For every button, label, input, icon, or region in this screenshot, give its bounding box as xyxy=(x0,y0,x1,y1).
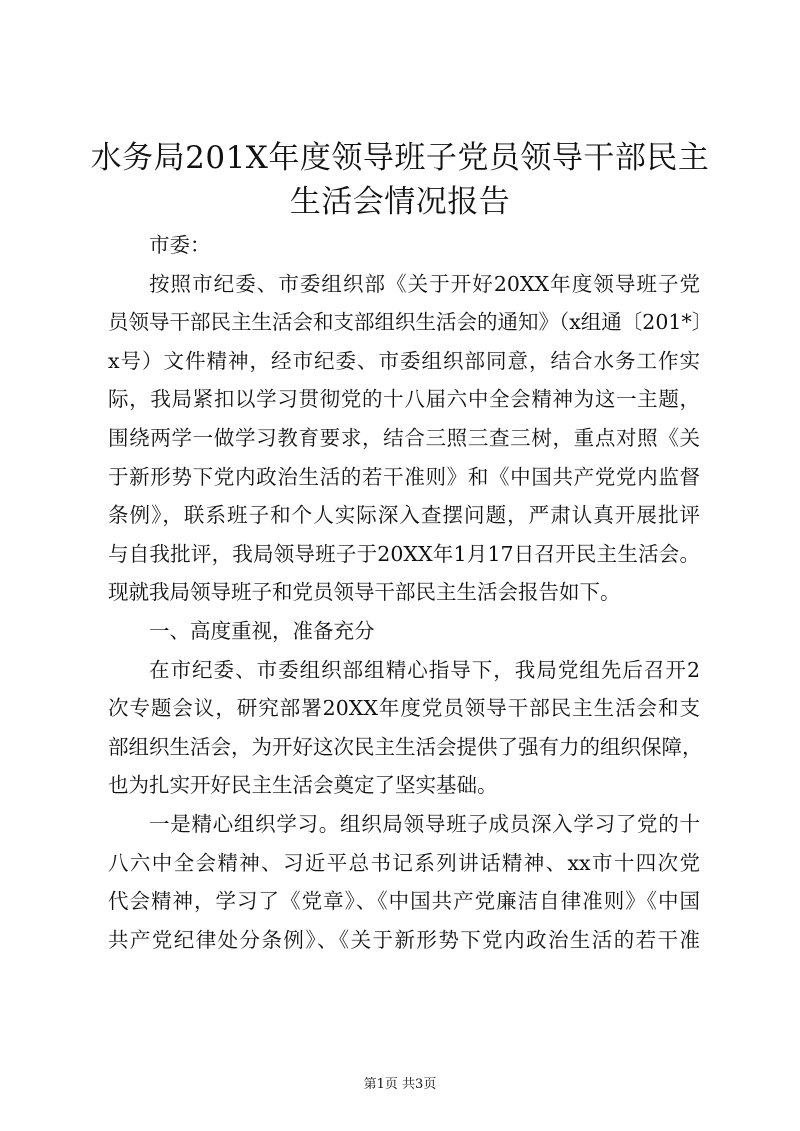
text-line: 也为扎实开好民主生活会奠定了坚实基础。 xyxy=(108,773,498,798)
text-line: 在市纪委、市委组织部组精心指导下，我局党组先后召开2 xyxy=(149,657,700,682)
text-line: 现就我局领导班子和党员领导干部民主生活会报告如下。 xyxy=(108,580,621,605)
text-line: 共产党纪律处分条例》、《关于新形势下党内政治生活的若干准 xyxy=(108,927,700,952)
text-line: 按照市纪委、市委组织部《关于开好20XX年度领导班子党 xyxy=(149,271,700,296)
text-line: 际，我局紧扣以学习贯彻党的十八届六中全会精神为这一主题， xyxy=(108,387,700,412)
text-line: x号）文件精神，经市纪委、市委组织部同意，结合水务工作实 xyxy=(108,348,700,373)
document-body xyxy=(108,226,713,959)
text-line: 与自我批评，我局领导班子于20XX年1月17日召开民主生活会。 xyxy=(108,541,700,566)
text-line: 围绕两学一做学习教育要求，结合三照三查三树，重点对照《关 xyxy=(108,425,700,450)
text-line: 员领导干部民主生活会和支部组织生活会的通知》（x组通〔201*〕 xyxy=(108,310,713,335)
title-line: 生活会情况报告 xyxy=(289,184,511,220)
text-line: 条例》，联系班子和个人实际深入查摆问题，严肃认真开展批评 xyxy=(108,503,700,528)
page-footer: 第1页 共3页 xyxy=(363,1077,437,1092)
text-line: 代会精神，学习了《党章》、《中国共产党廉洁自律准则》《中国 xyxy=(108,889,700,914)
text-line: 于新形势下党内政治生活的若干准则》和《中国共产党党内监督 xyxy=(108,464,700,489)
text-line: 一是精心组织学习。组织局领导班子成员深入学习了党的十 xyxy=(149,811,700,836)
text-line: 八六中全会精神、习近平总书记系列讲话精神、xx市十四次党 xyxy=(108,850,700,875)
title-line: 水务局201X年度领导班子党员领导干部民主 xyxy=(90,140,710,176)
document-title xyxy=(90,136,710,224)
text-line: 次专题会议，研究部署20XX年度党员领导干部民主生活会和支 xyxy=(108,696,700,721)
section-heading: 一、高度重视，准备充分 xyxy=(149,618,375,643)
text-line: 部组织生活会，为开好这次民主生活会提供了强有力的组织保障， xyxy=(108,734,703,759)
salutation: 市委： xyxy=(149,233,211,257)
